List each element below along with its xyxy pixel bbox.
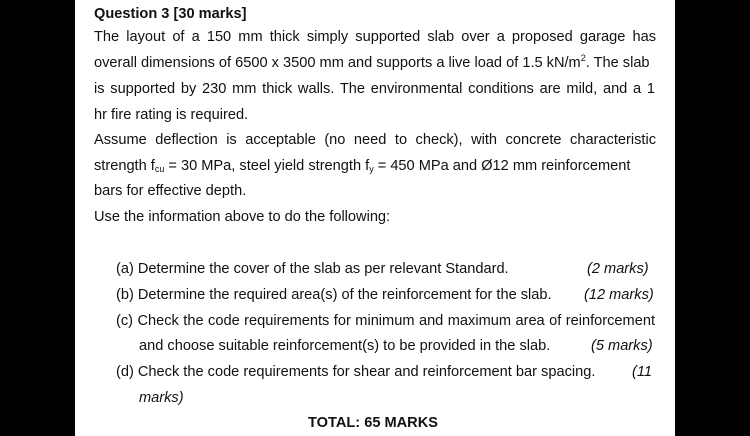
subscript-text: cu — [154, 164, 165, 174]
part-d-marks: (11 — [632, 364, 653, 380]
part-d-marks-continued: marks) — [139, 390, 184, 406]
part-a-text: (a) Determine the cover of the slab as per relevant Standard. — [116, 261, 509, 277]
part-c-text-continued: and choose suitable reinforcement(s) to be provided in the slab. — [139, 338, 551, 354]
paragraph-line: bars for effective depth. — [94, 183, 247, 199]
paragraph-line: Assume deflection is acceptable (no need to check), with concrete characteristic — [94, 132, 656, 148]
paragraph-line: is supported by 230 mm thick walls. The environmental conditions are mild, and a 1 — [94, 81, 655, 97]
line-text: = 450 MPa and Ø12 mm reinforcement — [373, 158, 631, 174]
part-d-text: (d) Check the code requirements for shear and reinforcement bar spacing. — [116, 364, 596, 380]
part-b-text: (b) Determine the required area(s) of the reinforcement for the slab. — [116, 287, 552, 303]
line-text: = 30 MPa, steel yield strength f — [164, 158, 370, 174]
line-text: . The slab — [585, 55, 650, 71]
total-marks: TOTAL: 65 MARKS — [308, 415, 438, 431]
line-text — [94, 157, 630, 175]
part-c-text: (c) Check the code requirements for minimum and maximum area of reinforcement — [116, 313, 655, 329]
part-a-marks: (2 marks) — [587, 261, 649, 277]
part-b-marks: (12 marks) — [584, 287, 654, 303]
line-text: strength f — [94, 158, 155, 174]
part-c-marks: (5 marks) — [591, 338, 653, 354]
superscript-text: 2 — [580, 53, 586, 63]
subscript-text: y — [369, 164, 374, 174]
line-text: overall dimensions of 6500 x 3500 mm and supports a live load of 1.5 kN/m — [94, 55, 581, 71]
paragraph-line: hr fire rating is required. — [94, 107, 249, 123]
paragraph-line: Use the information above to do the following: — [94, 209, 391, 225]
question-page — [75, 0, 675, 436]
question-heading: Question 3 [30 marks] — [94, 6, 247, 22]
paragraph-line — [94, 157, 656, 175]
paragraph-line — [94, 54, 650, 72]
paragraph-line: The layout of a 150 mm thick simply supported slab over a proposed garage has — [94, 29, 656, 45]
